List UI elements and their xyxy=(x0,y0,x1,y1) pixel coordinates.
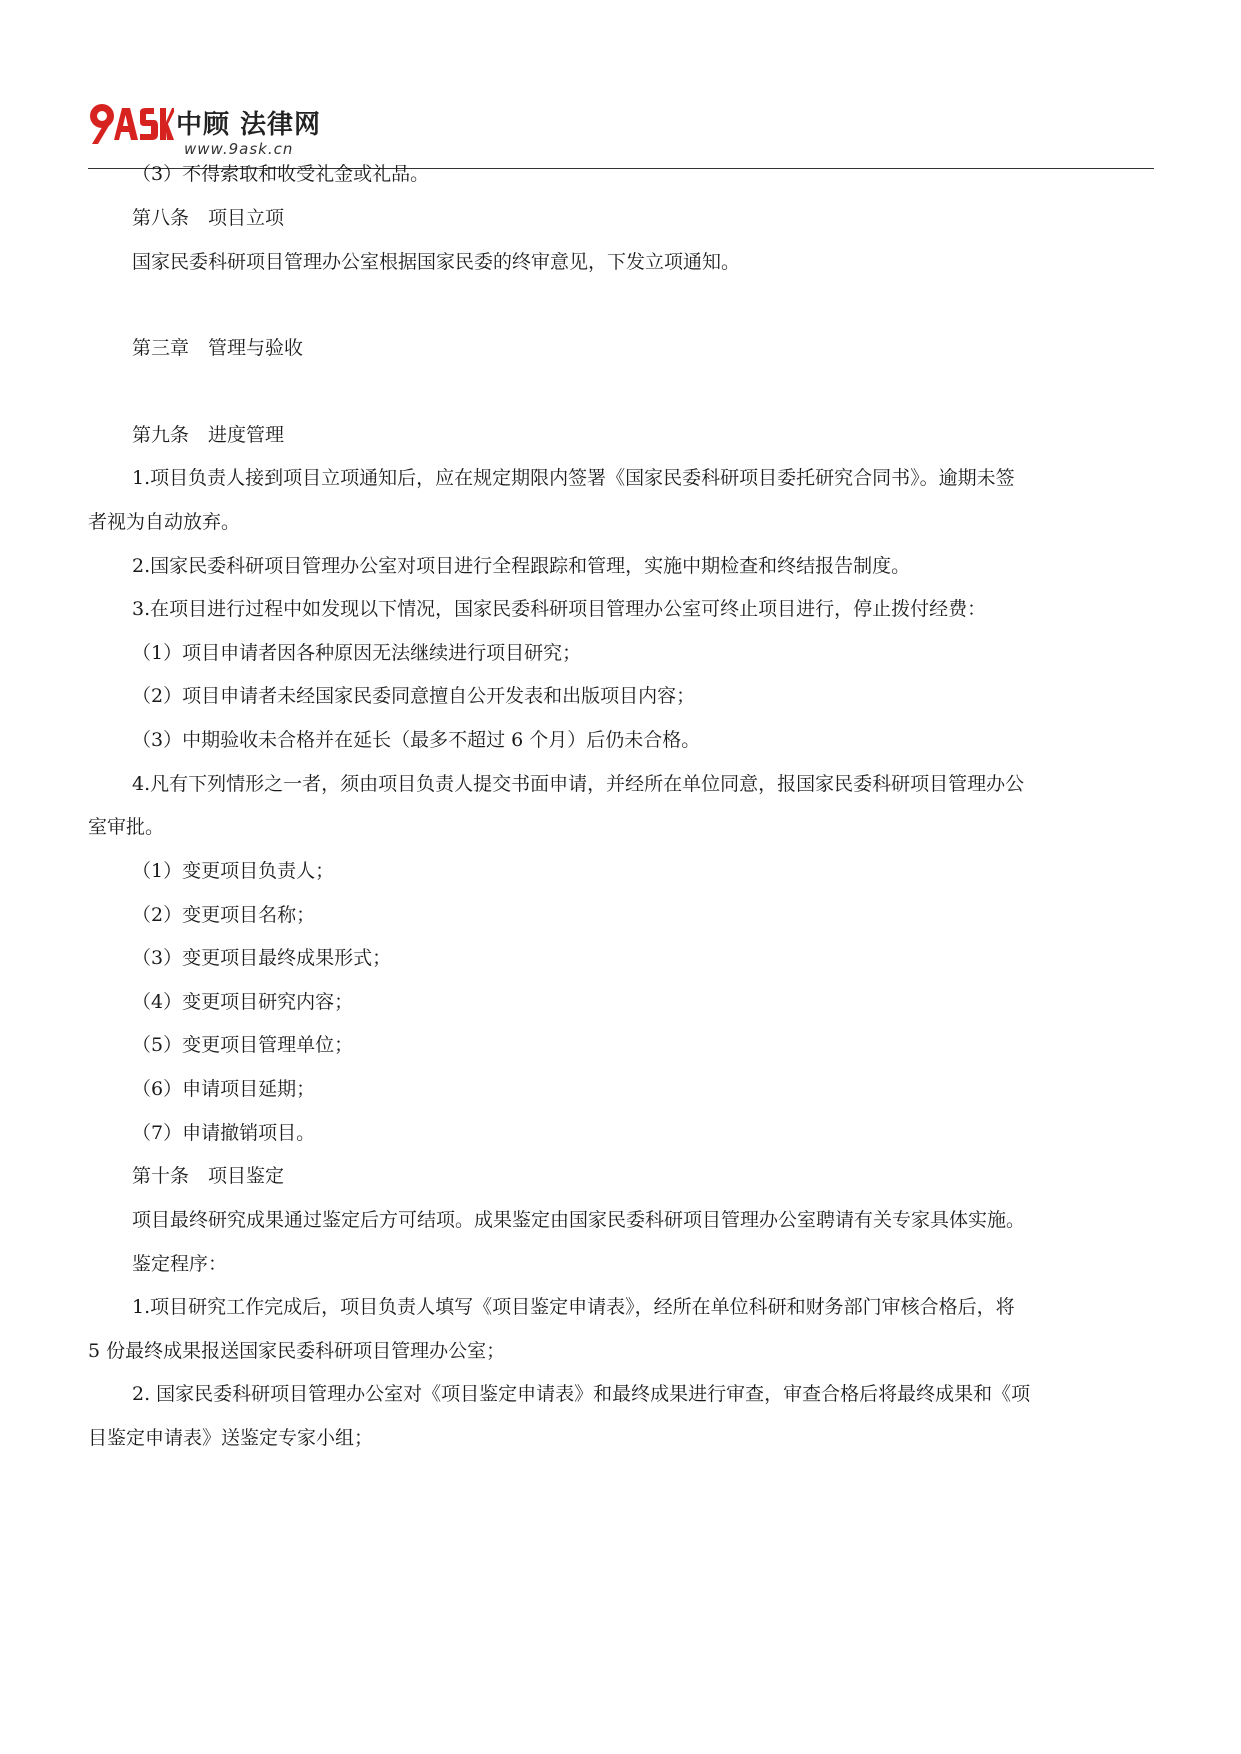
list-item: （3）变更项目最终成果形式； xyxy=(132,947,392,969)
9ask-logo-icon xyxy=(88,100,174,148)
article-heading: 第九条 进度管理 xyxy=(132,424,285,446)
paragraph-line: 国家民委科研项目管理办公室根据国家民委的终审意见，下发立项通知。 xyxy=(132,251,741,273)
list-item: （2）项目申请者未经国家民委同意擅自公开发表和出版项目内容； xyxy=(132,685,696,707)
page-header xyxy=(0,0,1241,170)
paragraph-line: 鉴定程序： xyxy=(132,1253,228,1275)
paragraph-line: 目鉴定申请表》送鉴定专家小组； xyxy=(88,1427,374,1449)
article-heading: 第八条 项目立项 xyxy=(132,207,285,229)
chapter-heading: 第三章 管理与验收 xyxy=(132,337,304,359)
paragraph-line: 4.凡有下列情形之一者，须由项目负责人提交书面申请，并经所在单位同意，报国家民委科研项目管理办公 xyxy=(132,773,1025,795)
list-item: （1）项目申请者因各种原因无法继续进行项目研究； xyxy=(132,642,582,664)
paragraph-line: 1.项目负责人接到项目立项通知后，应在规定期限内签署《国家民委科研项目委托研究合同书》。逾期未签 xyxy=(132,467,1015,489)
paragraph-line: 2. 国家民委科研项目管理办公室对《项目鉴定申请表》和最终成果进行审查，审查合格后将最终成果和《项 xyxy=(132,1383,1031,1405)
list-item: （1）变更项目负责人； xyxy=(132,860,335,882)
paragraph-line: （3）不得索取和收受礼金或礼品。 xyxy=(132,163,430,185)
list-item: （2）变更项目名称； xyxy=(132,904,316,926)
list-item: （5）变更项目管理单位； xyxy=(132,1034,354,1056)
list-item: （3）中期验收未合格并在延长（最多不超过 6 个月）后仍未合格。 xyxy=(132,729,701,751)
article-heading: 第十条 项目鉴定 xyxy=(132,1165,285,1187)
paragraph-line: 5 份最终成果报送国家民委科研项目管理办公室； xyxy=(88,1340,506,1362)
paragraph-line: 室审批。 xyxy=(88,816,165,838)
paragraph-line: 者视为自动放弃。 xyxy=(88,511,241,533)
paragraph-line: 1.项目研究工作完成后，项目负责人填写《项目鉴定申请表》，经所在单位科研和财务部门审核合格后，将 xyxy=(132,1296,1015,1318)
site-logo[interactable] xyxy=(88,100,328,160)
paragraph-line: 3.在项目进行过程中如发现以下情况，国家民委科研项目管理办公室可终止项目进行，停止拨付经费： xyxy=(132,598,987,620)
logo-url: www.9ask.cn xyxy=(184,140,294,158)
logo-chinese-name: 中顾 法律网 xyxy=(176,110,322,140)
paragraph-line: 项目最终研究成果通过鉴定后方可结项。成果鉴定由国家民委科研项目管理办公室聘请有关专家具体实施。 xyxy=(132,1209,1026,1231)
list-item: （7）申请撤销项目。 xyxy=(132,1122,316,1144)
list-item: （6）申请项目延期； xyxy=(132,1078,316,1100)
list-item: （4）变更项目研究内容； xyxy=(132,991,354,1013)
paragraph-line: 2.国家民委科研项目管理办公室对项目进行全程跟踪和管理，实施中期检查和终结报告制度。 xyxy=(132,555,911,577)
